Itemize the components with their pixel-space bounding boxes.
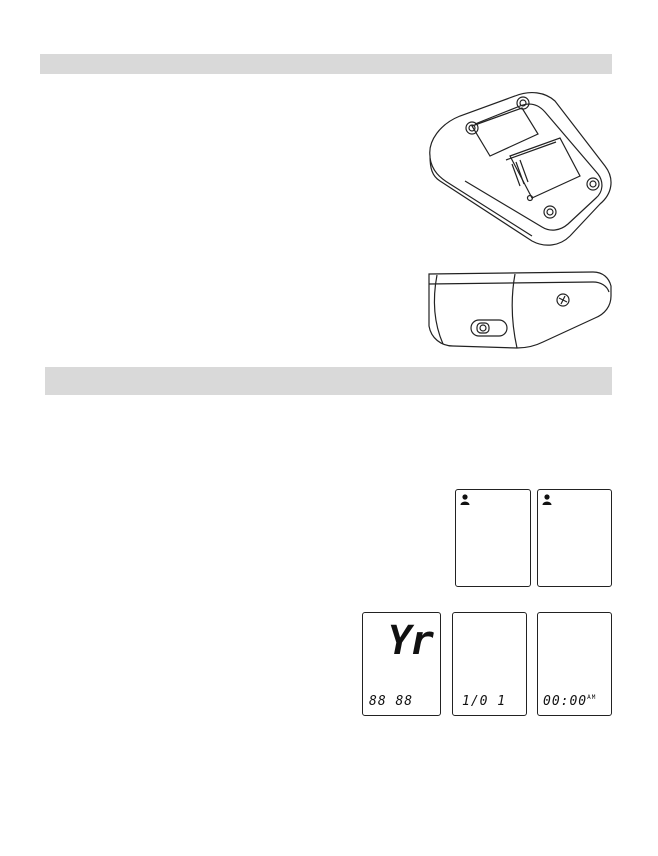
lcd-time-digits: $00:00^{AM}$ xyxy=(543,694,597,709)
device-side-view-illustration xyxy=(423,266,615,351)
user-icon xyxy=(460,494,470,505)
user-icon xyxy=(542,494,552,505)
section-header-bar-2 xyxy=(45,367,612,395)
lcd-year-label: Yr xyxy=(387,618,432,664)
lcd-screen-time xyxy=(537,612,612,716)
lcd-screen-date xyxy=(452,612,527,716)
device-bottom-view-illustration xyxy=(420,86,615,251)
lcd-screen-user1 xyxy=(455,489,531,587)
lcd-date-digits: 1/0 1 xyxy=(462,694,507,709)
lcd-screen-user2 xyxy=(537,489,612,587)
lcd-screen-year xyxy=(362,612,441,716)
section-header-bar-1 xyxy=(40,54,612,74)
lcd-time-am: AM xyxy=(587,694,597,701)
lcd-year-digits: 88 88 xyxy=(369,694,414,709)
